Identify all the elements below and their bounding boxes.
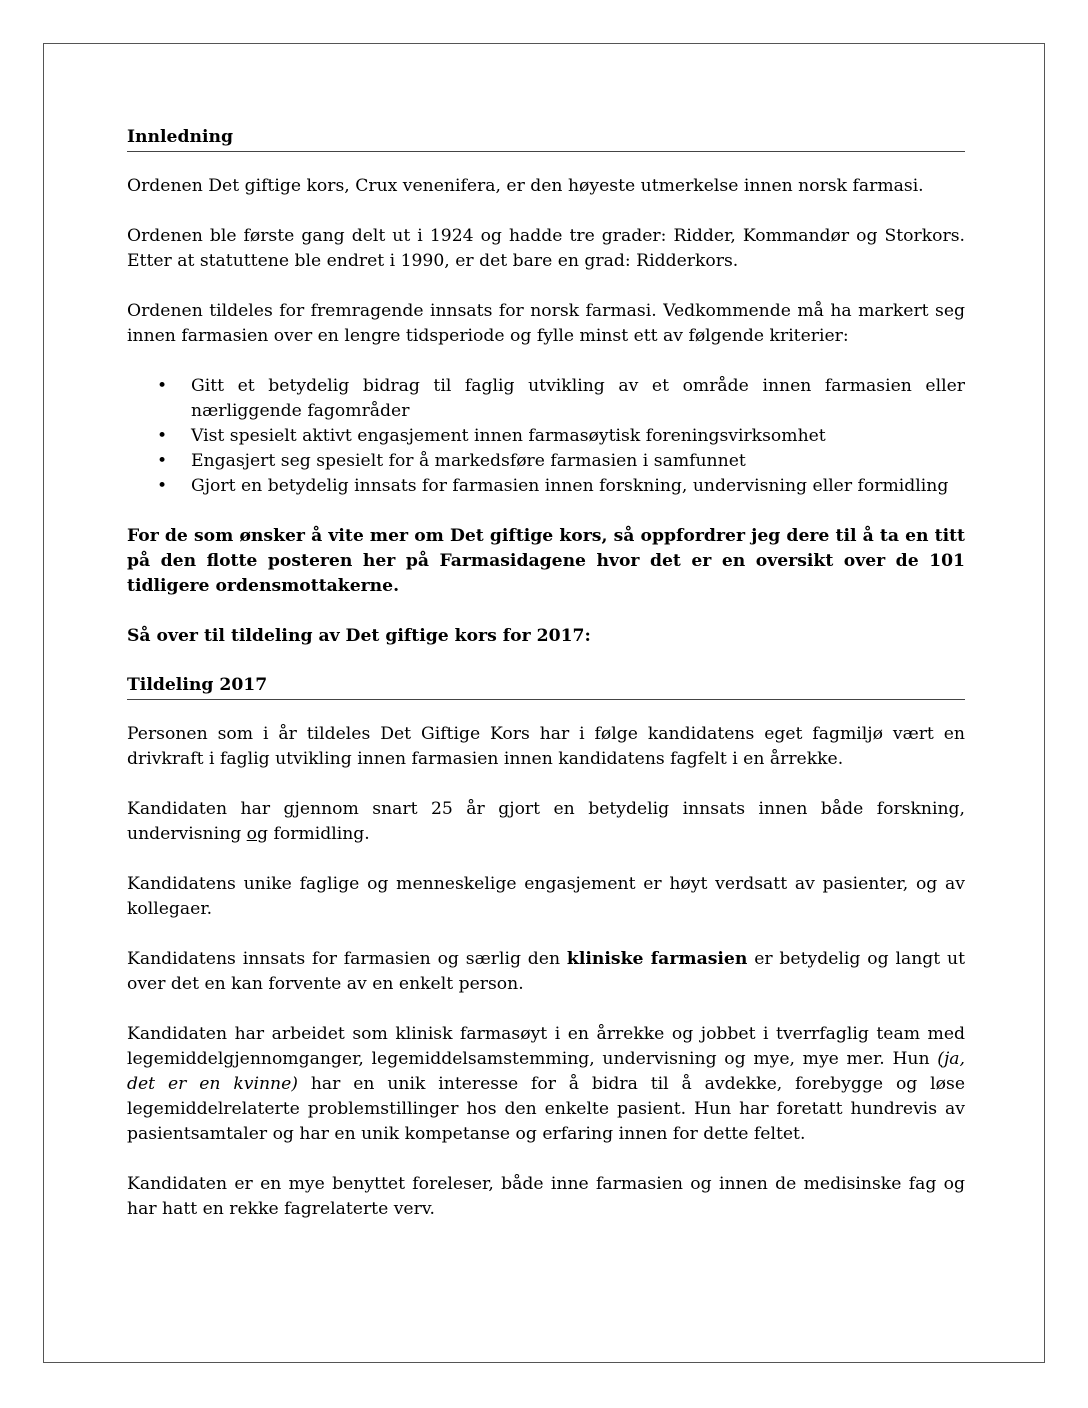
paragraph-history: Ordenen ble første gang delt ut i 1924 og hadde tre grader: Ridder, Kommandør og Storkors. Etter at statuttene ble endret i 1990, er det bare en grad: Ridderkors. — [127, 226, 965, 271]
list-item: • Gitt et betydelig bidrag til faglig utvikling av et område innen farmasien eller nærliggende fagområder — [157, 376, 965, 421]
list-item: • Vist spesielt aktivt engasjement innen farmasøytisk foreningsvirksomhet — [127, 424, 965, 449]
bullet-icon: • — [157, 451, 168, 471]
paragraph-transition: Så over til tildeling av Det giftige kors for 2017: — [127, 626, 591, 646]
heading-tildeling-2017: Tildeling 2017 — [127, 672, 965, 700]
bullet-icon: • — [157, 426, 168, 446]
paragraph-lecturer: Kandidaten er en mye benyttet foreleser, både inne farmasien og innen de medisinske fag og har hatt en rekke fagrelaterte verv. — [127, 1174, 965, 1219]
list-item: • Engasjert seg spesielt for å markedsføre farmasien i samfunnet — [127, 449, 965, 474]
document-body — [127, 124, 965, 1222]
bullet-icon: • — [157, 476, 168, 496]
list-item: • Gjort en betydelig innsats for farmasien innen forskning, undervisning eller formidling — [127, 474, 965, 499]
paragraph-intro: Ordenen Det giftige kors, Crux venenifera, er den høyeste utmerkelse innen norsk farmasi. — [127, 176, 924, 196]
paragraph-poster-note: For de som ønsker å vite mer om Det giftige kors, så oppfordrer jeg dere til å ta en titt på den flotte posteren her på Farmasidagene hvor det er en oversikt over de 101 tidligere ordensmottakerne. — [127, 526, 965, 596]
criteria-list — [127, 374, 965, 499]
paragraph-driving-force: Personen som i år tildeles Det Giftige Kors har i følge kandidatens eget fagmiljø vært en drivkraft i faglig utvikling innen farmasien innen kandidatens fagfelt i en årrekke. — [127, 724, 965, 769]
paragraph-engagement: Kandidatens unike faglige og menneskelige engasjement er høyt verdsatt av pasienter, og av kollegaer. — [127, 874, 965, 919]
bullet-icon: • — [157, 376, 168, 396]
paragraph-criteria-intro: Ordenen tildeles for fremragende innsats for norsk farmasi. Vedkommende må ha markert seg innen farmasien over en lengre tidsperiode og fylle minst ett av følgende kriterier: — [127, 301, 965, 346]
paragraph-work: Kandidaten har arbeidet som klinisk farmasøyt i en årrekke og jobbet i tverrfaglig team med legemiddelgjennomganger, legemiddelsamstemming, undervisning og mye, mye mer. Hun (ja, det er en kvinne) har en unik interesse for å bidra til å avdekke, forebygge og løse legemiddelrelaterte problemstillinger hos den enkelte pasient. Hun har foretatt hundrevis av pasientsamtaler og har en unik kompetanse og erfaring innen for dette feltet. — [127, 1024, 965, 1144]
paragraph-contribution: Kandidaten har gjennom snart 25 år gjort en betydelig innsats innen både forskning, undervisning og formidling. — [127, 799, 965, 844]
paragraph-clinical: Kandidatens innsats for farmasien og særlig den kliniske farmasien er betydelig og langt ut over det en kan forvente av en enkelt person. — [127, 949, 965, 994]
heading-innledning: Innledning — [127, 124, 965, 152]
